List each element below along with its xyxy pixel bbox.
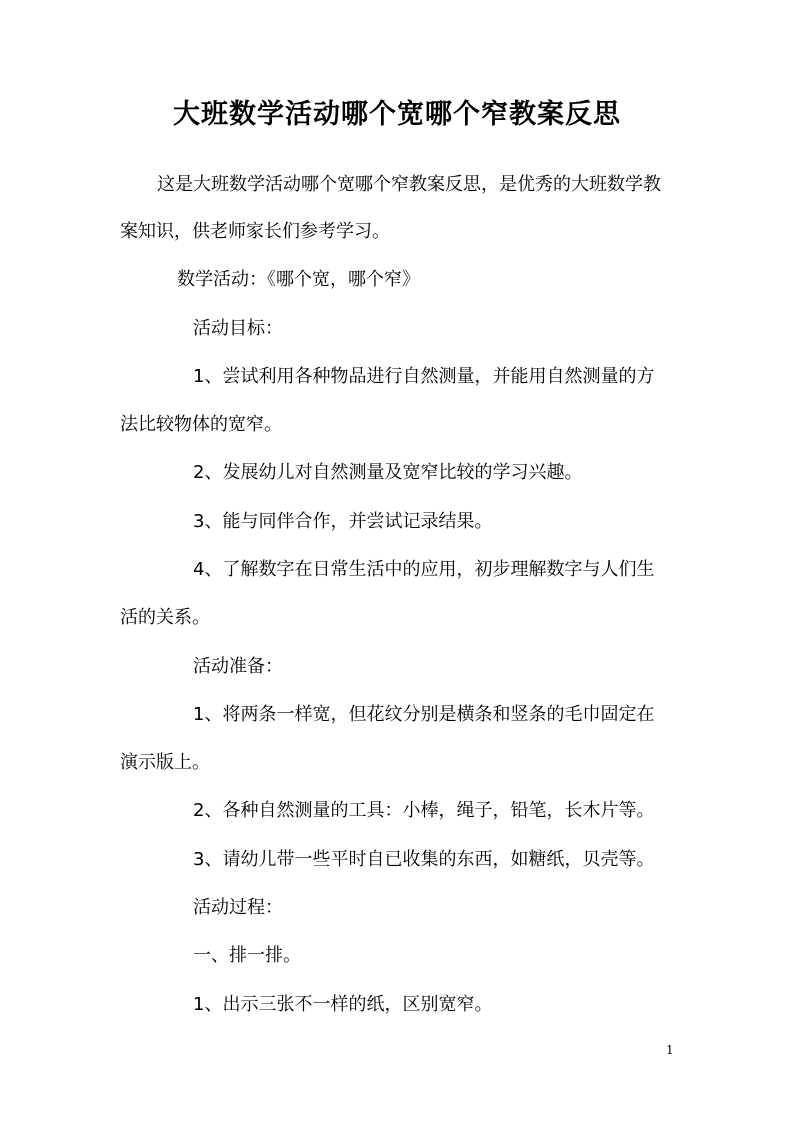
goal-3: 3、能与同伴合作，并尝试记录结果。 — [193, 511, 493, 532]
prep-1-line-2: 演示版上。 — [120, 752, 210, 773]
prep-1-line-1: 1、将两条一样宽，但花纹分别是横条和竖条的毛巾固定在 — [193, 704, 655, 725]
prep-2: 2、各种自然测量的工具：小棒，绳子，铅笔，长木片等。 — [193, 800, 655, 821]
goal-2: 2、发展幼儿对自然测量及宽窄比较的学习兴趣。 — [193, 462, 583, 483]
intro-line-2: 案知识，供老师家长们参考学习。 — [120, 221, 390, 242]
prep-heading: 活动准备： — [193, 656, 283, 677]
intro-line-1: 这是大班数学活动哪个宽哪个窄教案反思，是优秀的大班数学教 — [157, 174, 661, 195]
page-number: 1 — [666, 1043, 674, 1057]
activity-name: 数学活动：《哪个宽，哪个窄》 — [177, 269, 420, 290]
step-1-heading: 一、排一排。 — [193, 945, 301, 966]
document-title: 大班数学活动哪个宽哪个窄教案反思 — [173, 99, 621, 130]
goal-4-line-1: 4、了解数字在日常生活中的应用，初步理解数字与人们生 — [193, 559, 655, 580]
goal-1-line-1: 1、尝试利用各种物品进行自然测量，并能用自然测量的方 — [193, 366, 655, 387]
step-1-item-1: 1、出示三张不一样的纸，区别宽窄。 — [193, 994, 493, 1015]
process-heading: 活动过程： — [193, 897, 283, 918]
prep-3: 3、请幼儿带一些平时自已收集的东西，如糖纸，贝壳等。 — [193, 849, 655, 870]
goals-heading: 活动目标： — [193, 318, 283, 339]
goal-1-line-2: 法比较物体的宽窄。 — [120, 414, 282, 435]
goal-4-line-2: 活的关系。 — [120, 607, 210, 628]
